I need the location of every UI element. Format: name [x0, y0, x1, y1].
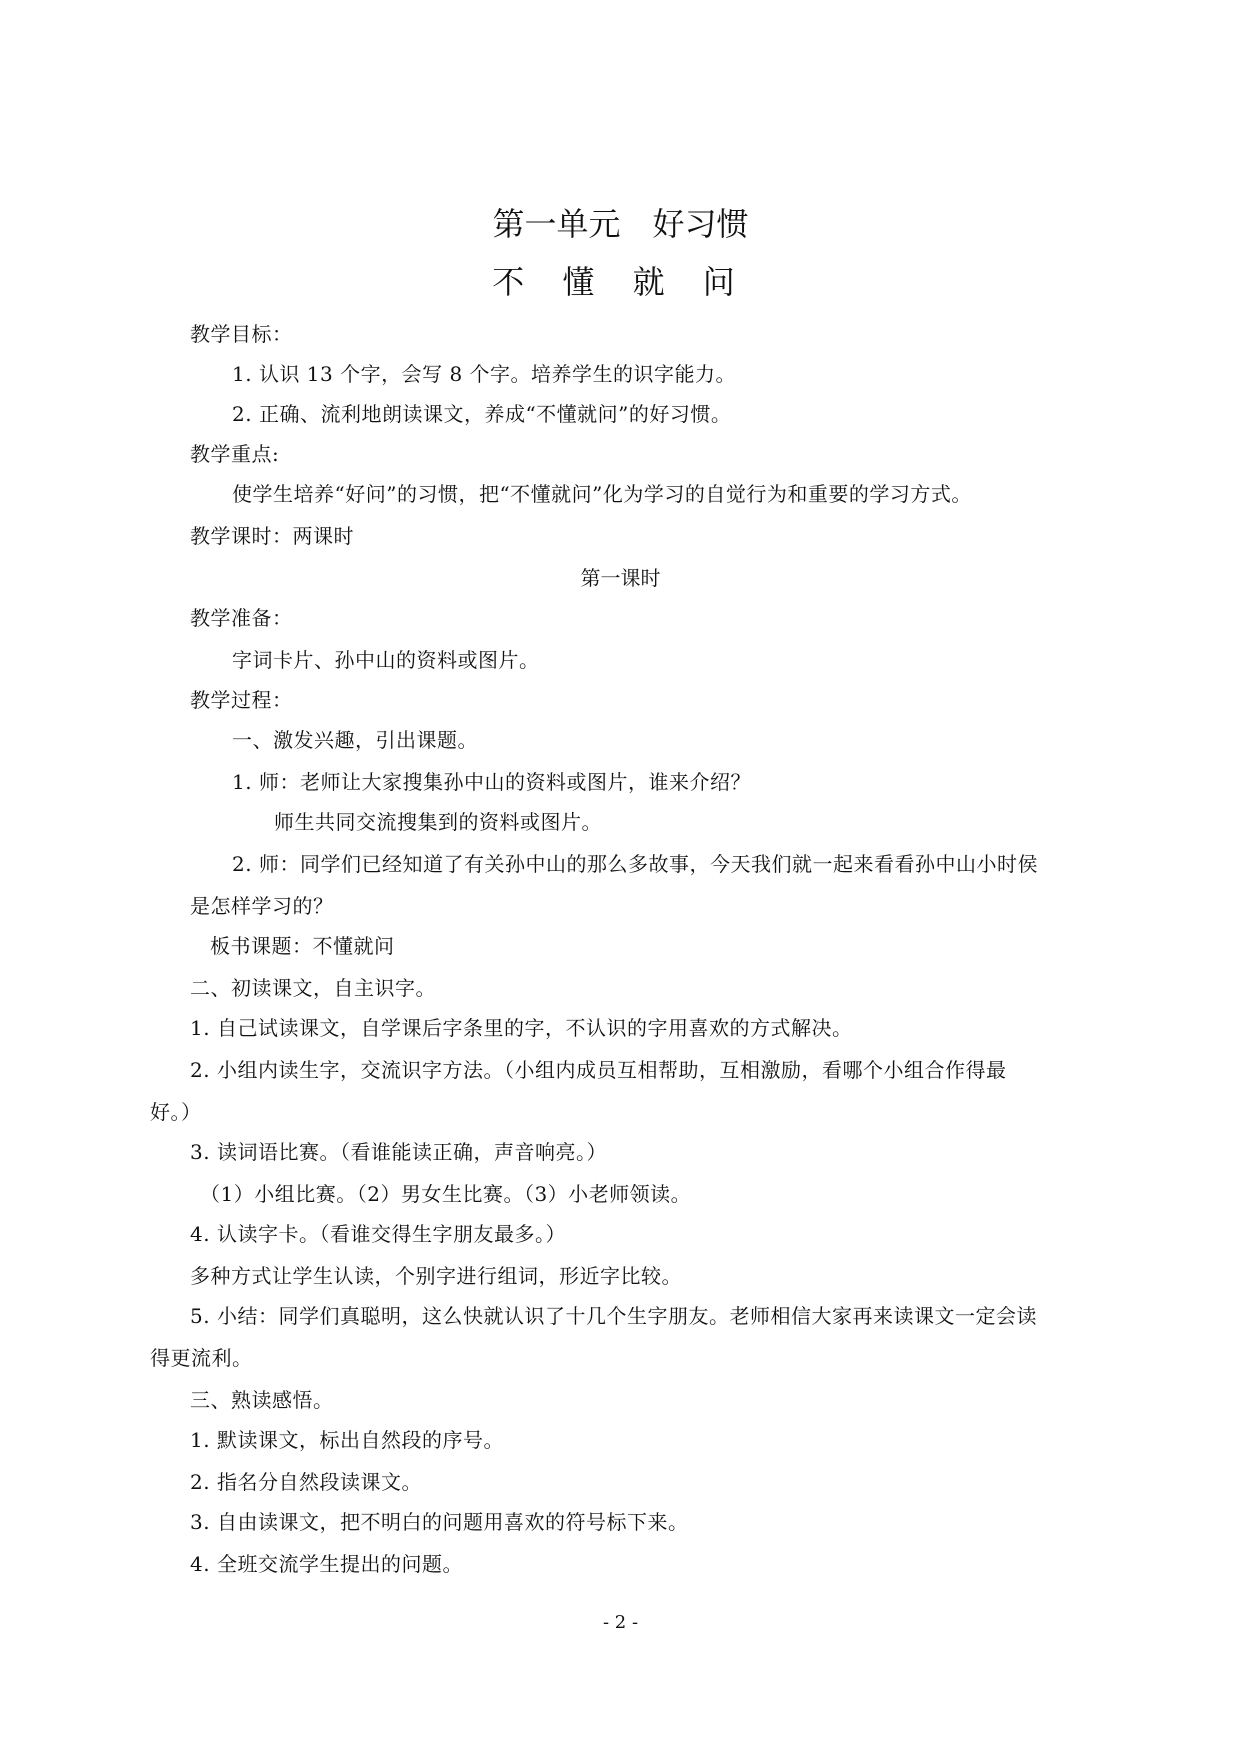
- section-heading-objectives: 教学目标：: [190, 322, 293, 346]
- paragraph-line: 1. 默读课文，标出自然段的序号。: [190, 1428, 504, 1452]
- paragraph-line: 字词卡片、孙中山的资料或图片。: [232, 648, 540, 672]
- paragraph-line: 2. 正确、流利地朗读课文，养成“不懂就问”的好习惯。: [232, 402, 732, 426]
- section-heading-process: 教学过程：: [190, 688, 293, 712]
- unit-title: 第一单元 好习惯: [492, 205, 749, 243]
- paragraph-line: 3. 自由读课文，把不明白的问题用喜欢的符号标下来。: [190, 1510, 689, 1534]
- step-heading: 一、激发兴趣，引出课题。: [232, 728, 478, 752]
- paragraph-line: 1. 自己试读课文，自学课后字条里的字，不认识的字用喜欢的方式解决。: [190, 1016, 853, 1040]
- paragraph-line: 2. 师：同学们已经知道了有关孙中山的那么多故事，今天我们就一起来看看孙中山小时侯: [232, 852, 1038, 876]
- paragraph-line: 1. 师：老师让大家搜集孙中山的资料或图片，谁来介绍？: [232, 770, 751, 794]
- lesson-title: 不 懂 就 问: [492, 263, 749, 301]
- paragraph-line: 师生共同交流搜集到的资料或图片。: [274, 810, 602, 834]
- paragraph-line: 使学生培养“好问”的习惯，把“不懂就问”化为学习的自觉行为和重要的学习方式。: [232, 482, 972, 506]
- page-number: - 2 -: [602, 1612, 639, 1633]
- paragraph-line: 好。）: [150, 1100, 202, 1124]
- step-heading: 二、初读课文，自主识字。: [190, 976, 436, 1000]
- paragraph-line: 板书课题：不懂就问: [210, 934, 395, 958]
- paragraph-line: 2. 指名分自然段读课文。: [190, 1470, 422, 1494]
- session-heading: 第一课时: [580, 566, 661, 590]
- section-heading-key-points: 教学重点:: [190, 442, 280, 466]
- paragraph-line: 4. 认读字卡。（看谁交得生字朋友最多。）: [190, 1222, 566, 1246]
- section-heading-hours: 教学课时：两课时: [190, 524, 354, 548]
- section-heading-preparation: 教学准备：: [190, 606, 293, 630]
- paragraph-line: 得更流利。: [150, 1346, 253, 1370]
- step-heading: 三、熟读感悟。: [190, 1388, 334, 1412]
- paragraph-line: 1. 认识 13 个字，会写 8 个字。培养学生的识字能力。: [232, 362, 737, 386]
- paragraph-line: 多种方式让学生认读，个别字进行组词，形近字比较。: [190, 1264, 682, 1288]
- paragraph-line: 3. 读词语比赛。（看谁能读正确，声音响亮。）: [190, 1140, 607, 1164]
- paragraph-line: 4. 全班交流学生提出的问题。: [190, 1552, 463, 1576]
- paragraph-line: （1）小组比赛。（2）男女生比赛。（3）小老师领读。: [200, 1182, 692, 1206]
- paragraph-line: 5. 小结：同学们真聪明，这么快就认识了十几个生字朋友。老师相信大家再来读课文一定会读: [190, 1304, 1037, 1328]
- paragraph-line: 2. 小组内读生字，交流识字方法。（小组内成员互相帮助，互相激励，看哪个小组合作得最: [190, 1058, 1007, 1082]
- paragraph-line: 是怎样学习的？: [190, 894, 334, 918]
